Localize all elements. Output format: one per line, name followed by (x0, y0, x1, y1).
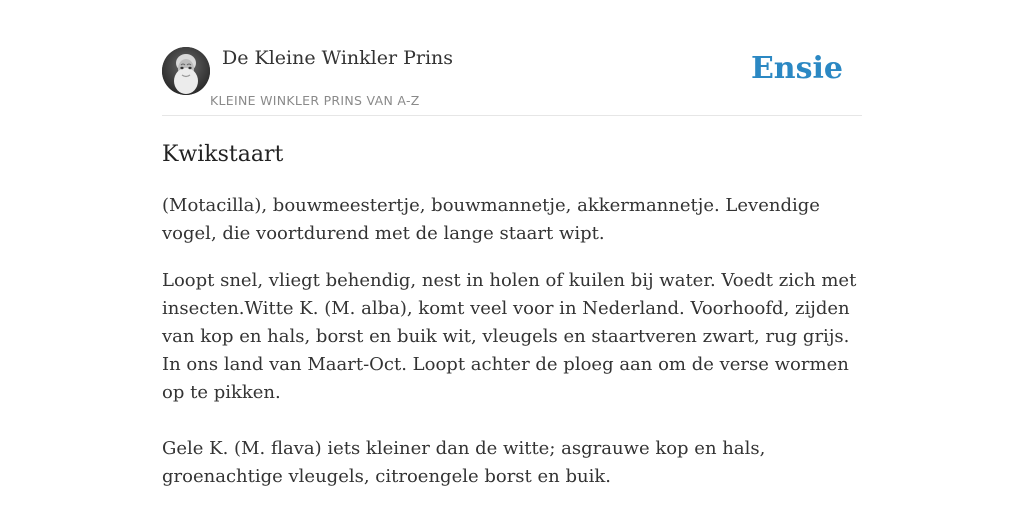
portrait-avatar-icon[interactable] (162, 47, 210, 95)
author-name[interactable]: De Kleine Winkler Prins (222, 47, 454, 69)
article-title: Kwikstaart (162, 142, 284, 167)
article-paragraph: Loopt snel, vliegt behendig, nest in holen of kuilen bij water. Voedt zich met insecten.Witte K. (M. alba), komt veel voor in Nederland. Voorhoofd, zijden van kop en hals, borst en buik wit, vleugels en staartveren zwart, rug grijs. In ons land van Maart-Oct. Loopt achter de ploeg aan om de verse wormen op te pikken. (162, 270, 857, 403)
ensie-logo[interactable]: Ensie (750, 51, 843, 86)
article-paragraph: Gele K. (M. flava) iets kleiner dan de witte; asgrauwe kop en hals, groenachtige vleugels, citroengele borst en buik. (162, 438, 766, 487)
article-paragraph: (Motacilla), bouwmeestertje, bouwmannetje, akkermannetje. Levendige vogel, die voortdurend met de lange staart wipt. (162, 195, 820, 244)
article-header (162, 0, 862, 116)
source-label[interactable]: KLEINE WINKLER PRINS VAN A-Z (210, 93, 420, 108)
paragraph-spacer (162, 407, 862, 435)
main-content (162, 0, 862, 487)
article-body (162, 192, 862, 510)
